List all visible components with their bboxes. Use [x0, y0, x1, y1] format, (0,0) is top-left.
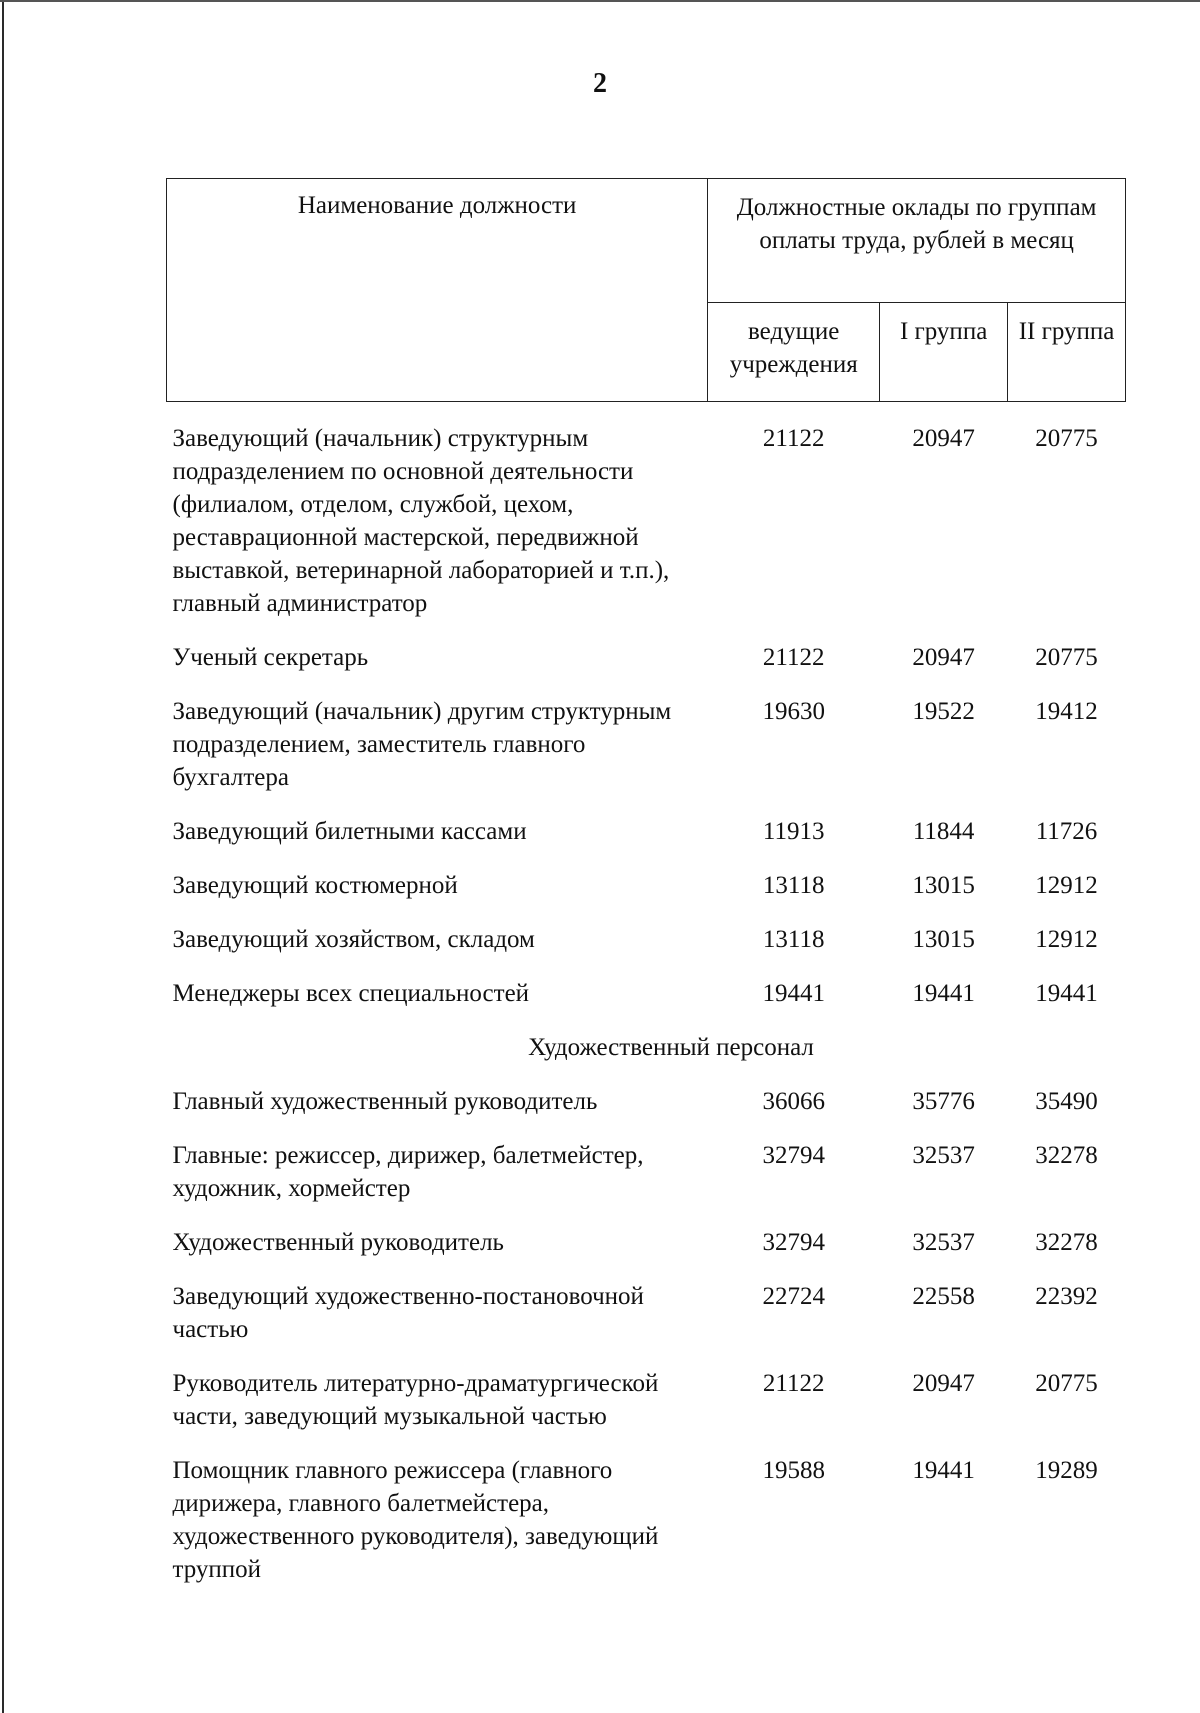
salary-leading: 32794	[762, 1229, 825, 1256]
salary-group-2: 11726	[1035, 818, 1098, 845]
table-row	[167, 402, 1126, 642]
salary-group-2: 19412	[1035, 698, 1098, 725]
table-row	[167, 641, 1126, 695]
salary-group-1: 13015	[912, 872, 975, 899]
salary-group-2: 20775	[1035, 1370, 1098, 1397]
salary-leading: 19441	[762, 980, 825, 1007]
table-row	[167, 815, 1126, 869]
table-row	[167, 1085, 1126, 1139]
salary-leading: 11913	[762, 818, 825, 845]
position-name: Заведующий костюмерной	[172, 872, 458, 899]
salary-group-2: 12912	[1035, 926, 1098, 953]
salary-group-2: 20775	[1035, 425, 1098, 452]
position-name: Ученый секретарь	[172, 644, 369, 671]
salary-group-1: 19441	[912, 1457, 975, 1484]
position-name: Заведующий билетными кассами	[172, 818, 527, 845]
salary-leading: 36066	[762, 1088, 825, 1115]
table-row	[167, 1367, 1126, 1454]
salary-group-1: 19441	[912, 980, 975, 1007]
salary-leading: 21122	[762, 1370, 825, 1397]
scan-edge	[2, 0, 4, 1713]
salary-leading: 21122	[762, 644, 825, 671]
header-group-2: II группа	[1008, 303, 1126, 402]
header-group-1: I группа	[880, 303, 1008, 402]
table-row	[167, 695, 1126, 815]
salary-group-1: 13015	[912, 926, 975, 953]
position-name: Заведующий (начальник) структурным подразделением по основной деятельности (филиалом, отделом, службой, цехом, реставрационной мастерской, передвижной выставкой, ветеринарной лабораторией и т.п.), главный администратор	[172, 425, 670, 617]
salary-leading: 21122	[762, 425, 825, 452]
page-number: 2	[593, 68, 607, 99]
position-name: Главные: режиссер, дирижер, балетмейстер, художник, хормейстер	[172, 1142, 644, 1202]
salary-group-1: 20947	[912, 644, 975, 671]
salary-group-2: 19289	[1035, 1457, 1098, 1484]
salary-group-2: 32278	[1035, 1229, 1098, 1256]
table-row	[167, 1226, 1126, 1280]
salary-leading: 13118	[762, 926, 825, 953]
position-name: Заведующий (начальник) другим структурным подразделением, заместитель главного бухгалтера	[172, 698, 672, 791]
salary-group-2: 12912	[1035, 872, 1098, 899]
position-name: Менеджеры всех специальностей	[172, 980, 530, 1007]
salary-group-1: 11844	[912, 818, 975, 845]
salary-leading: 19630	[762, 698, 825, 725]
salary-group-1: 20947	[912, 425, 975, 452]
salary-group-1: 20947	[912, 1370, 975, 1397]
section-title: Художественный персонал	[528, 1034, 814, 1061]
section-row	[167, 1031, 1126, 1085]
scan-edge-top	[0, 0, 1200, 2]
table-row	[167, 923, 1126, 977]
salary-group-1: 35776	[912, 1088, 975, 1115]
header-position-name: Наименование должности	[167, 179, 708, 402]
salary-group-1: 32537	[912, 1142, 975, 1169]
table-row	[167, 1139, 1126, 1226]
header-salary-group: Должностные оклады по группам оплаты труда, рублей в месяц	[708, 179, 1126, 303]
position-name: Заведующий хозяйством, складом	[172, 926, 535, 953]
table-row	[167, 977, 1126, 1031]
salary-leading: 19588	[762, 1457, 825, 1484]
salary-group-1: 22558	[912, 1283, 975, 1310]
position-name: Руководитель литературно-драматургической части, заведующий музыкальной частью	[172, 1370, 659, 1430]
salary-group-2: 19441	[1035, 980, 1098, 1007]
salary-group-2: 22392	[1035, 1283, 1098, 1310]
salary-group-2: 35490	[1035, 1088, 1098, 1115]
salary-group-2: 32278	[1035, 1142, 1098, 1169]
salary-leading: 13118	[762, 872, 825, 899]
salary-leading: 22724	[762, 1283, 825, 1310]
salary-group-1: 19522	[912, 698, 975, 725]
salary-group-1: 32537	[912, 1229, 975, 1256]
position-name: Главный художественный руководитель	[172, 1088, 598, 1115]
salary-group-2: 20775	[1035, 644, 1098, 671]
position-name: Заведующий художественно-постановочной частью	[172, 1283, 644, 1343]
salary-leading: 32794	[762, 1142, 825, 1169]
table-body	[167, 402, 1126, 1608]
position-name: Помощник главного режиссера (главного дирижера, главного балетмейстера, художественного руководителя), заведующий труппой	[172, 1457, 659, 1583]
table-row	[167, 869, 1126, 923]
header-leading-institutions: ведущие учреждения	[708, 303, 880, 402]
table-row	[167, 1454, 1126, 1607]
table-row	[167, 1280, 1126, 1367]
salary-table	[166, 178, 1126, 1607]
position-name: Художественный руководитель	[172, 1229, 504, 1256]
